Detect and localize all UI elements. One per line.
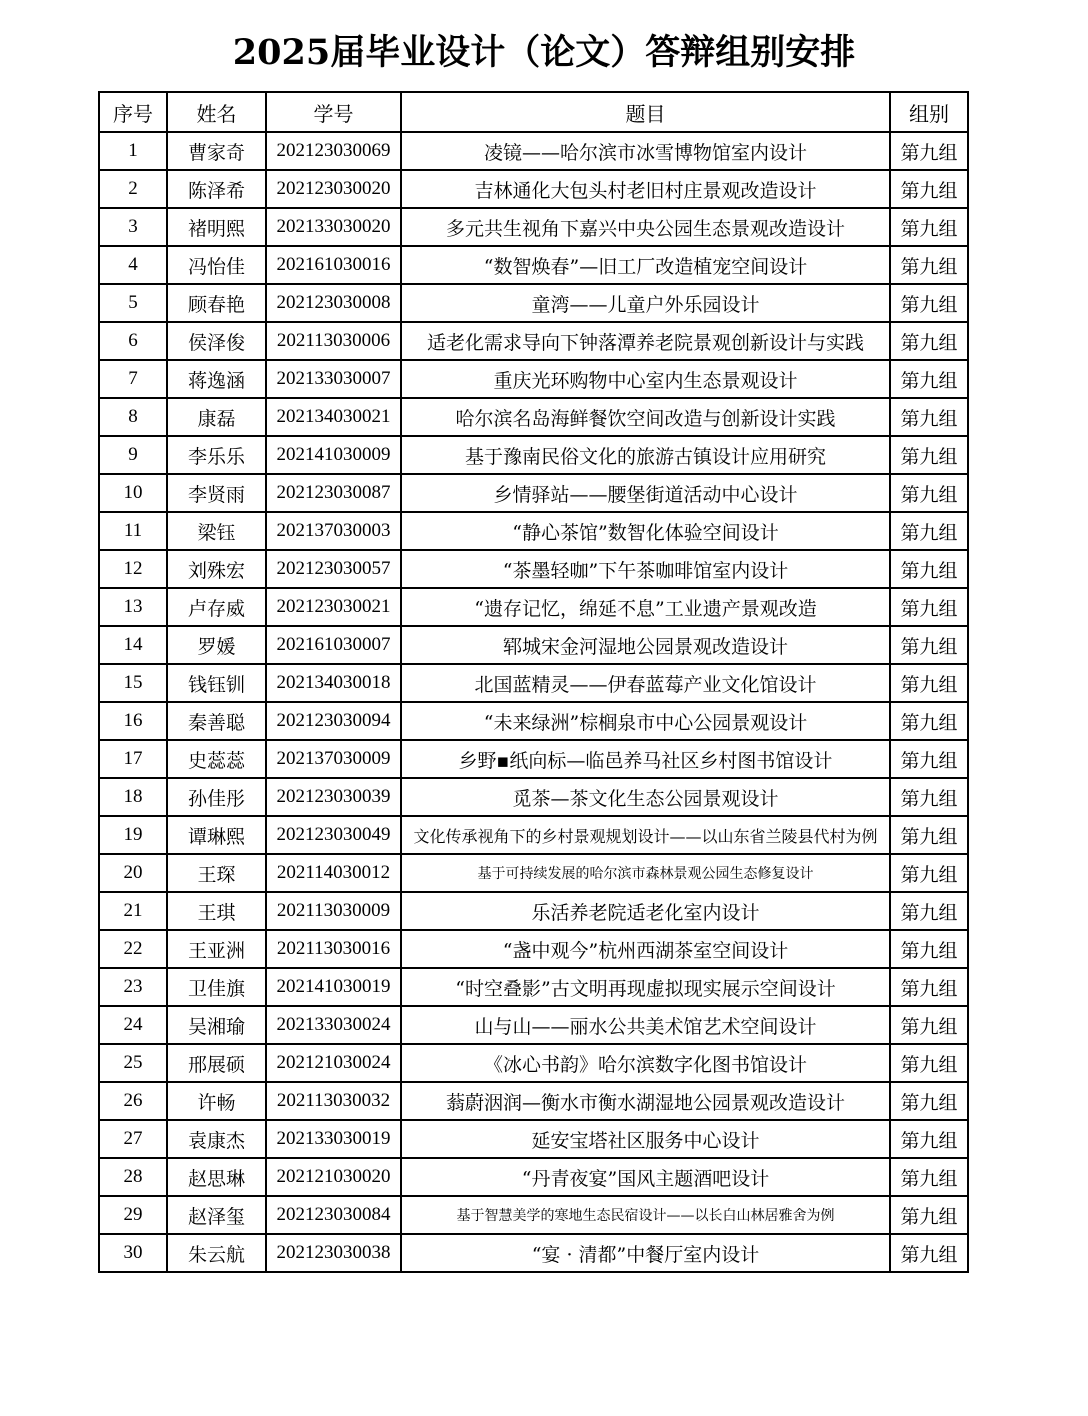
cell-group: 第九组 <box>890 550 968 588</box>
cell-no: 22 <box>99 930 167 968</box>
cell-group: 第九组 <box>890 1234 968 1272</box>
cell-topic: 基于豫南民俗文化的旅游古镇设计应用研究 <box>401 436 890 474</box>
cell-topic: 乡野▪纸向标—临邑养马社区乡村图书馆设计 <box>401 740 890 778</box>
header-student-id: 学号 <box>266 92 401 132</box>
cell-topic: “静心茶馆”数智化体验空间设计 <box>401 512 890 550</box>
cell-name: 卫佳旗 <box>167 968 266 1006</box>
cell-student-id: 202123030021 <box>266 588 401 626</box>
cell-group: 第九组 <box>890 170 968 208</box>
cell-topic: 基于智慧美学的寒地生态民宿设计——以长白山林居雅舍为例 <box>401 1196 890 1234</box>
cell-student-id: 202133030024 <box>266 1006 401 1044</box>
cell-no: 7 <box>99 360 167 398</box>
cell-name: 谭琳熙 <box>167 816 266 854</box>
cell-student-id: 202123030049 <box>266 816 401 854</box>
cell-group: 第九组 <box>890 1044 968 1082</box>
cell-student-id: 202113030016 <box>266 930 401 968</box>
cell-no: 6 <box>99 322 167 360</box>
table-row <box>99 170 968 208</box>
cell-student-id: 202141030019 <box>266 968 401 1006</box>
cell-group: 第九组 <box>890 360 968 398</box>
cell-no: 24 <box>99 1006 167 1044</box>
cell-name: 秦善聪 <box>167 702 266 740</box>
cell-name: 罗媛 <box>167 626 266 664</box>
cell-name: 蒋逸涵 <box>167 360 266 398</box>
table-row <box>99 930 968 968</box>
cell-topic: 多元共生视角下嘉兴中央公园生态景观改造设计 <box>401 208 890 246</box>
cell-name: 赵思琳 <box>167 1158 266 1196</box>
cell-student-id: 202134030018 <box>266 664 401 702</box>
header-topic: 题目 <box>401 92 890 132</box>
cell-group: 第九组 <box>890 626 968 664</box>
cell-no: 5 <box>99 284 167 322</box>
cell-name: 卢存威 <box>167 588 266 626</box>
cell-name: 赵泽玺 <box>167 1196 266 1234</box>
header-name: 姓名 <box>167 92 266 132</box>
cell-student-id: 202123030008 <box>266 284 401 322</box>
table-row <box>99 512 968 550</box>
cell-student-id: 202133030020 <box>266 208 401 246</box>
cell-no: 13 <box>99 588 167 626</box>
cell-name: 吴湘瑜 <box>167 1006 266 1044</box>
cell-name: 李乐乐 <box>167 436 266 474</box>
cell-name: 邢展硕 <box>167 1044 266 1082</box>
header-group: 组别 <box>890 92 968 132</box>
cell-name: 曹家奇 <box>167 132 266 170</box>
table-row <box>99 1158 968 1196</box>
cell-group: 第九组 <box>890 892 968 930</box>
cell-group: 第九组 <box>890 778 968 816</box>
cell-name: 顾春艳 <box>167 284 266 322</box>
cell-no: 27 <box>99 1120 167 1158</box>
cell-group: 第九组 <box>890 854 968 892</box>
table-row <box>99 588 968 626</box>
table-row <box>99 1196 968 1234</box>
cell-no: 8 <box>99 398 167 436</box>
cell-no: 21 <box>99 892 167 930</box>
table-row <box>99 626 968 664</box>
document-title: 2025届毕业设计（论文）答辩组别安排 <box>232 32 856 73</box>
table-row <box>99 398 968 436</box>
table-header-row <box>99 92 968 132</box>
cell-name: 孙佳彤 <box>167 778 266 816</box>
cell-topic: “丹青夜宴”国风主题酒吧设计 <box>401 1158 890 1196</box>
cell-topic: “数智焕春”—旧工厂改造植宠空间设计 <box>401 246 890 284</box>
cell-no: 14 <box>99 626 167 664</box>
cell-student-id: 202133030007 <box>266 360 401 398</box>
cell-name: 朱云航 <box>167 1234 266 1272</box>
cell-no: 15 <box>99 664 167 702</box>
cell-group: 第九组 <box>890 284 968 322</box>
table-row <box>99 132 968 170</box>
cell-topic: 基于可持续发展的哈尔滨市森林景观公园生态修复设计 <box>401 854 890 892</box>
cell-topic: 北国蓝精灵——伊春蓝莓产业文化馆设计 <box>401 664 890 702</box>
table-row <box>99 778 968 816</box>
table-row <box>99 360 968 398</box>
table-row <box>99 322 968 360</box>
cell-topic: 文化传承视角下的乡村景观规划设计——以山东省兰陵县代村为例 <box>401 816 890 854</box>
cell-name: 褚明熙 <box>167 208 266 246</box>
cell-student-id: 202123030087 <box>266 474 401 512</box>
defense-group-table <box>98 91 969 1273</box>
cell-name: 侯泽俊 <box>167 322 266 360</box>
cell-no: 3 <box>99 208 167 246</box>
cell-group: 第九组 <box>890 664 968 702</box>
cell-no: 29 <box>99 1196 167 1234</box>
cell-student-id: 202123030038 <box>266 1234 401 1272</box>
cell-group: 第九组 <box>890 398 968 436</box>
cell-topic: 蓊蔚洇润—衡水市衡水湖湿地公园景观改造设计 <box>401 1082 890 1120</box>
table-row <box>99 246 968 284</box>
cell-topic: “未来绿洲”棕榈泉市中心公园景观设计 <box>401 702 890 740</box>
cell-topic: 乐活养老院适老化室内设计 <box>401 892 890 930</box>
cell-name: 王亚洲 <box>167 930 266 968</box>
table-row <box>99 664 968 702</box>
table-row <box>99 702 968 740</box>
cell-group: 第九组 <box>890 740 968 778</box>
table-body <box>99 132 968 1272</box>
cell-student-id: 202123030069 <box>266 132 401 170</box>
cell-student-id: 202123030084 <box>266 1196 401 1234</box>
cell-student-id: 202121030024 <box>266 1044 401 1082</box>
cell-group: 第九组 <box>890 816 968 854</box>
cell-student-id: 202121030020 <box>266 1158 401 1196</box>
cell-topic: 郓城宋金河湿地公园景观改造设计 <box>401 626 890 664</box>
cell-group: 第九组 <box>890 436 968 474</box>
cell-name: 刘殊宏 <box>167 550 266 588</box>
table-row <box>99 854 968 892</box>
table-row <box>99 1006 968 1044</box>
cell-no: 25 <box>99 1044 167 1082</box>
cell-name: 许畅 <box>167 1082 266 1120</box>
cell-no: 26 <box>99 1082 167 1120</box>
cell-group: 第九组 <box>890 208 968 246</box>
cell-student-id: 202137030009 <box>266 740 401 778</box>
cell-group: 第九组 <box>890 968 968 1006</box>
cell-topic: 童湾——儿童户外乐园设计 <box>401 284 890 322</box>
cell-student-id: 202137030003 <box>266 512 401 550</box>
cell-student-id: 202123030094 <box>266 702 401 740</box>
cell-no: 9 <box>99 436 167 474</box>
cell-no: 18 <box>99 778 167 816</box>
table-row <box>99 208 968 246</box>
cell-student-id: 202161030016 <box>266 246 401 284</box>
table-row <box>99 1082 968 1120</box>
cell-group: 第九组 <box>890 1006 968 1044</box>
cell-no: 23 <box>99 968 167 1006</box>
cell-group: 第九组 <box>890 702 968 740</box>
cell-name: 梁钰 <box>167 512 266 550</box>
cell-topic: “茶墨轻咖”下午茶咖啡馆室内设计 <box>401 550 890 588</box>
cell-no: 17 <box>99 740 167 778</box>
cell-group: 第九组 <box>890 246 968 284</box>
cell-name: 史蕊蕊 <box>167 740 266 778</box>
table-row <box>99 284 968 322</box>
cell-no: 2 <box>99 170 167 208</box>
cell-topic: 适老化需求导向下钟落潭养老院景观创新设计与实践 <box>401 322 890 360</box>
cell-no: 19 <box>99 816 167 854</box>
table-row <box>99 474 968 512</box>
cell-topic: 延安宝塔社区服务中心设计 <box>401 1120 890 1158</box>
table-row <box>99 816 968 854</box>
table-row <box>99 1044 968 1082</box>
cell-group: 第九组 <box>890 1120 968 1158</box>
cell-student-id: 202114030012 <box>266 854 401 892</box>
cell-no: 11 <box>99 512 167 550</box>
cell-no: 20 <box>99 854 167 892</box>
cell-name: 康磊 <box>167 398 266 436</box>
cell-topic: “盏中观今”杭州西湖茶室空间设计 <box>401 930 890 968</box>
cell-name: 王琪 <box>167 892 266 930</box>
cell-no: 12 <box>99 550 167 588</box>
cell-group: 第九组 <box>890 474 968 512</box>
cell-no: 28 <box>99 1158 167 1196</box>
cell-group: 第九组 <box>890 132 968 170</box>
cell-student-id: 202113030032 <box>266 1082 401 1120</box>
cell-name: 王琛 <box>167 854 266 892</box>
cell-name: 李贤雨 <box>167 474 266 512</box>
table-row <box>99 968 968 1006</box>
cell-student-id: 202123030039 <box>266 778 401 816</box>
cell-no: 10 <box>99 474 167 512</box>
cell-topic: “遗存记忆，绵延不息”工业遗产景观改造 <box>401 588 890 626</box>
cell-group: 第九组 <box>890 1196 968 1234</box>
header-no: 序号 <box>99 92 167 132</box>
cell-topic: “时空叠影”古文明再现虚拟现实展示空间设计 <box>401 968 890 1006</box>
cell-topic: 乡情驿站——腰堡街道活动中心设计 <box>401 474 890 512</box>
cell-no: 4 <box>99 246 167 284</box>
cell-no: 30 <box>99 1234 167 1272</box>
table-row <box>99 892 968 930</box>
cell-topic: 重庆光环购物中心室内生态景观设计 <box>401 360 890 398</box>
cell-topic: “宴 · 清都”中餐厅室内设计 <box>401 1234 890 1272</box>
cell-student-id: 202134030021 <box>266 398 401 436</box>
table-row <box>99 740 968 778</box>
cell-group: 第九组 <box>890 322 968 360</box>
cell-group: 第九组 <box>890 1158 968 1196</box>
cell-name: 冯怡佳 <box>167 246 266 284</box>
cell-no: 16 <box>99 702 167 740</box>
cell-group: 第九组 <box>890 512 968 550</box>
table-row <box>99 550 968 588</box>
cell-no: 1 <box>99 132 167 170</box>
cell-topic: 《冰心书韵》哈尔滨数字化图书馆设计 <box>401 1044 890 1082</box>
cell-topic: 觅茶—茶文化生态公园景观设计 <box>401 778 890 816</box>
cell-student-id: 202161030007 <box>266 626 401 664</box>
cell-group: 第九组 <box>890 588 968 626</box>
cell-topic: 吉林通化大包头村老旧村庄景观改造设计 <box>401 170 890 208</box>
table-row <box>99 436 968 474</box>
cell-name: 钱钰钏 <box>167 664 266 702</box>
cell-student-id: 202133030019 <box>266 1120 401 1158</box>
cell-name: 袁康杰 <box>167 1120 266 1158</box>
cell-topic: 凌镜——哈尔滨市冰雪博物馆室内设计 <box>401 132 890 170</box>
cell-name: 陈泽希 <box>167 170 266 208</box>
cell-student-id: 202123030020 <box>266 170 401 208</box>
cell-topic: 哈尔滨名岛海鲜餐饮空间改造与创新设计实践 <box>401 398 890 436</box>
cell-group: 第九组 <box>890 1082 968 1120</box>
cell-student-id: 202123030057 <box>266 550 401 588</box>
table-row <box>99 1120 968 1158</box>
cell-student-id: 202113030006 <box>266 322 401 360</box>
cell-topic: 山与山——丽水公共美术馆艺术空间设计 <box>401 1006 890 1044</box>
cell-group: 第九组 <box>890 930 968 968</box>
cell-student-id: 202141030009 <box>266 436 401 474</box>
table-row <box>99 1234 968 1272</box>
cell-student-id: 202113030009 <box>266 892 401 930</box>
